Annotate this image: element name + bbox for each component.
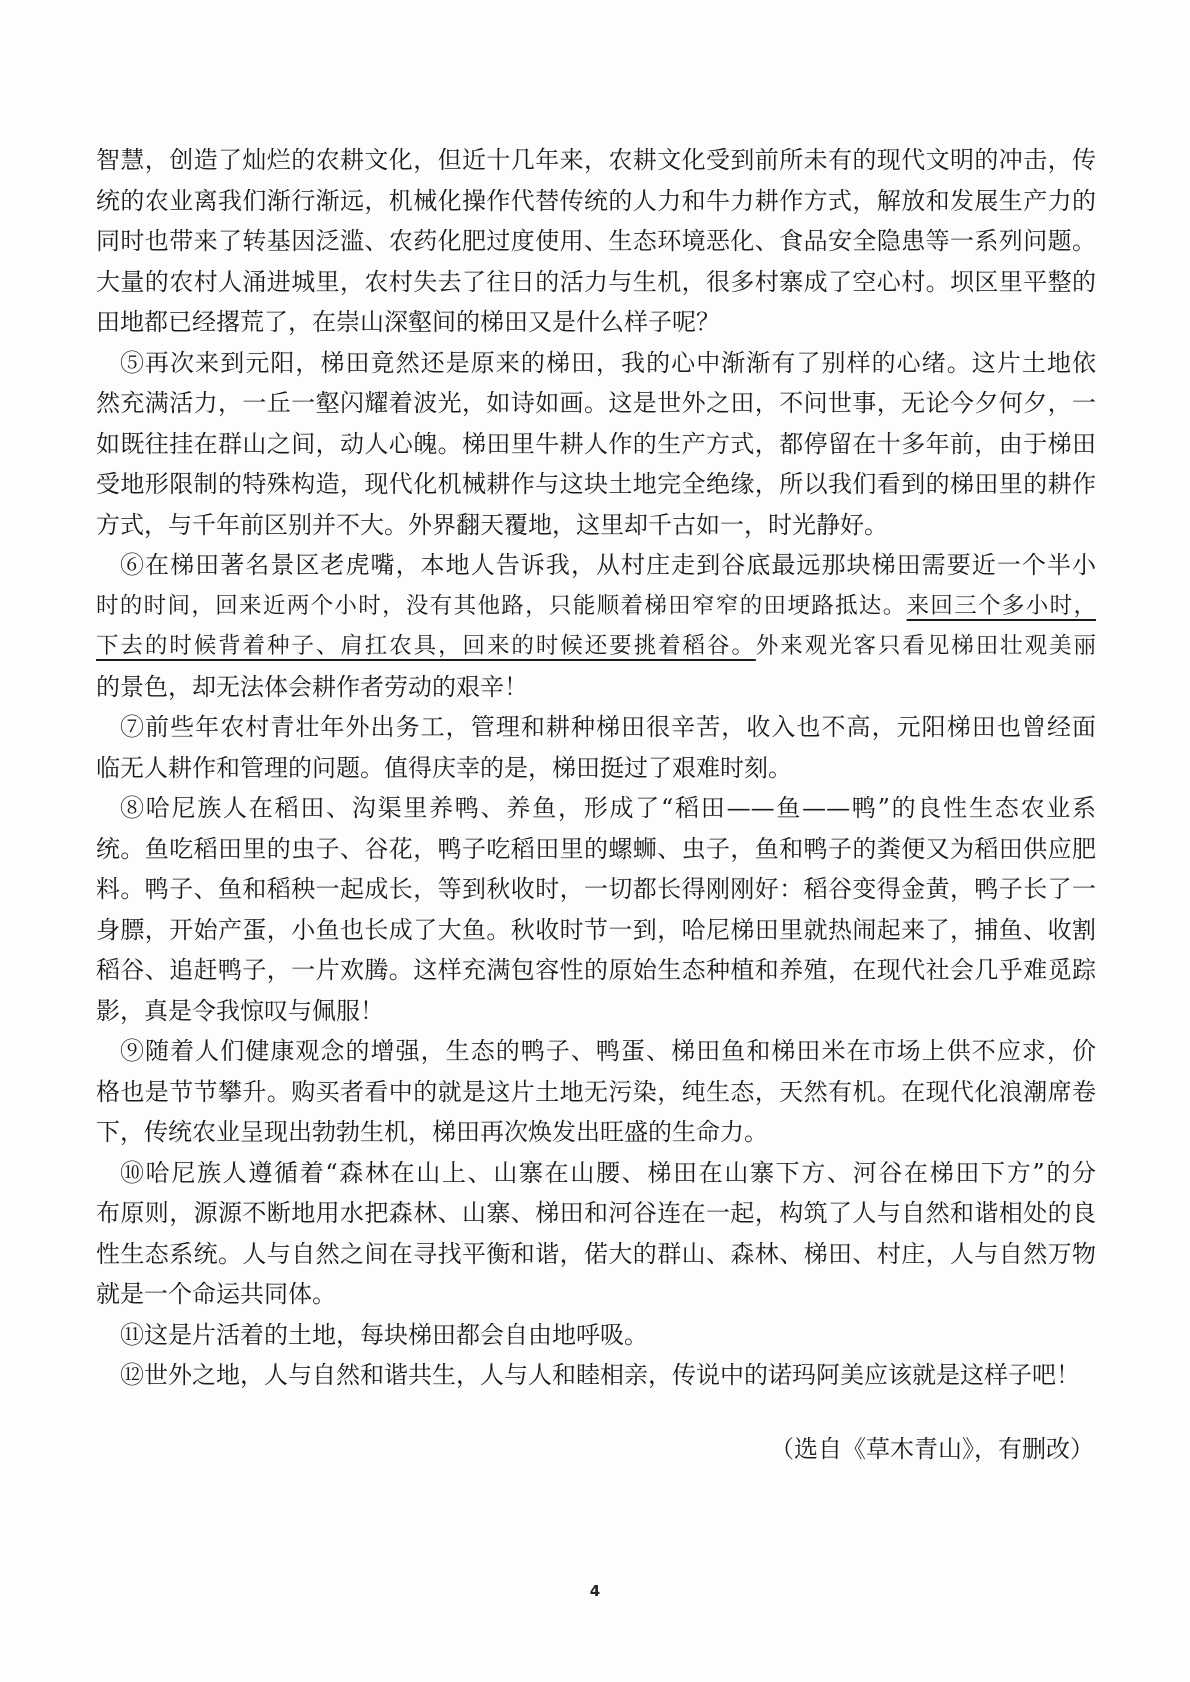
text-line: 稻谷、追赶鸭子，一片欢腾。这样充满包容性的原始生态种植和养殖，在现代社会几乎难觅踪 [96, 956, 1096, 984]
text-line: 料。鸭子、鱼和稻秧一起成长，等到秋收时，一切都长得刚刚好：稻谷变得金黄，鸭子长了一 [96, 875, 1096, 903]
text-line: ⑫世外之地，人与自然和谐共生，人与人和睦相亲，传说中的诺玛阿美应该就是这样子吧！ [120, 1361, 1080, 1389]
text-line: 然充满活力，一丘一壑闪耀着波光，如诗如画。这是世外之田，不问世事，无论今夕何夕，一 [96, 389, 1096, 417]
text-line: 影，真是令我惊叹与佩服！ [96, 996, 384, 1025]
text-line: 同时也带来了转基因泛滥、农药化肥过度使用、生态环境恶化、食品安全隐患等一系列问题。 [96, 227, 1096, 255]
text-line [96, 586, 1096, 627]
text-line: 身膘，开始产蛋，小鱼也长成了大鱼。秋收时节一到，哈尼梯田里就热闹起来了，捕鱼、收割 [96, 915, 1096, 944]
text-line: ⑪这是片活着的土地，每块梯田都会自由地呼吸。 [120, 1320, 648, 1349]
text-line [96, 626, 1096, 667]
text-segment: 外来观光客只看见梯田壮观美丽 [755, 633, 1096, 659]
text-line: 的景色，却无法体会耕作者劳动的艰辛！ [96, 672, 528, 701]
text-line: ⑩哈尼族人遵循着“森林在山上、山寨在山腰、梯田在山寨下方、河谷在梯田下方”的分 [120, 1158, 1096, 1187]
text-line: 统的农业离我们渐行渐远，机械化操作代替传统的人力和牛力耕作方式，解放和发展生产力的 [96, 186, 1096, 215]
text-line: 就是一个命运共同体。 [96, 1280, 336, 1308]
text-line: 受地形限制的特殊构造，现代化机械耕作与这块土地完全绝缘，所以我们看到的梯田里的耕作 [96, 470, 1096, 498]
paragraph-11 [96, 1315, 1096, 1356]
paragraph-7 [96, 707, 1096, 788]
text-line: 方式，与千年前区别并不大。外界翻天覆地，这里却千古如一，时光静好。 [96, 510, 888, 539]
paragraph-10 [96, 1153, 1096, 1315]
text-line: 田地都已经撂荒了，在崇山深壑间的梯田又是什么样子呢？ [96, 308, 720, 336]
text-line: ⑥在梯田著名景区老虎嘴，本地人告诉我，从村庄走到谷底最远那块梯田需要近一个半小 [120, 551, 1096, 579]
text-line: 大量的农村人涌进城里，农村失去了往日的活力与生机，很多村寨成了空心村。坝区里平整的 [96, 267, 1096, 296]
text-line: 统。鱼吃稻田里的虫子、谷花，鸭子吃稻田里的螺蛳、虫子，鱼和鸭子的粪便又为稻田供应肥 [96, 834, 1096, 863]
paragraph-9 [96, 1031, 1096, 1153]
underlined-sentence-start: 来回三个多小时， [906, 592, 1096, 619]
underlined-sentence-end: 下去的时候背着种子、肩扛农具，回来的时候还要挑着稻谷。 [96, 633, 756, 659]
paragraph-4-continuation [96, 140, 1096, 343]
paragraph-8 [96, 788, 1096, 1031]
text-line: 下，传统农业呈现出勃勃生机，梯田再次焕发出旺盛的生命力。 [96, 1118, 768, 1146]
text-segment: 时的时间，回来近两个小时，没有其他路，只能顺着梯田窄窄的田埂路抵达。 [96, 592, 907, 619]
text-line: 如既往挂在群山之间，动人心魄。梯田里牛耕人作的生产方式，都停留在十多年前，由于梯田 [96, 429, 1096, 458]
paragraph-5 [96, 343, 1096, 546]
text-line: ⑨随着人们健康观念的增强，生态的鸭子、鸭蛋、梯田鱼和梯田米在市场上供不应求，价 [120, 1037, 1096, 1065]
paragraph-12 [96, 1355, 1096, 1396]
text-line: 性生态系统。人与自然之间在寻找平衡和谐，偌大的群山、森林、梯田、村庄，人与自然万物 [96, 1239, 1096, 1268]
text-line: ⑧哈尼族人在稻田、沟渠里养鸭、养鱼，形成了“稻田——鱼——鸭”的良性生态农业系 [120, 794, 1096, 822]
text-line: 智慧，创造了灿烂的农耕文化，但近十几年来，农耕文化受到前所未有的现代文明的冲击，传 [96, 146, 1096, 174]
text-line: ⑤再次来到元阳，梯田竟然还是原来的梯田，我的心中渐渐有了别样的心绪。这片土地依 [120, 348, 1096, 377]
text-line: 布原则，源源不断地用水把森林、山寨、梯田和河谷连在一起，构筑了人与自然和谐相处的良 [96, 1199, 1096, 1227]
text-line: ⑦前些年农村青壮年外出务工，管理和耕种梯田很辛苦，收入也不高，元阳梯田也曾经面 [120, 713, 1096, 741]
text-line: 临无人耕作和管理的问题。值得庆幸的是，梯田挺过了艰难时刻。 [96, 753, 792, 782]
page-number: 4 [589, 1582, 601, 1600]
text-line: 格也是节节攀升。购买者看中的就是这片土地无污染，纯生态，天然有机。在现代化浪潮席卷 [96, 1077, 1096, 1106]
article-body [96, 140, 1096, 1396]
source-citation: （选自《草木青山》，有删改） [770, 1435, 1094, 1463]
paragraph-6 [96, 545, 1096, 707]
